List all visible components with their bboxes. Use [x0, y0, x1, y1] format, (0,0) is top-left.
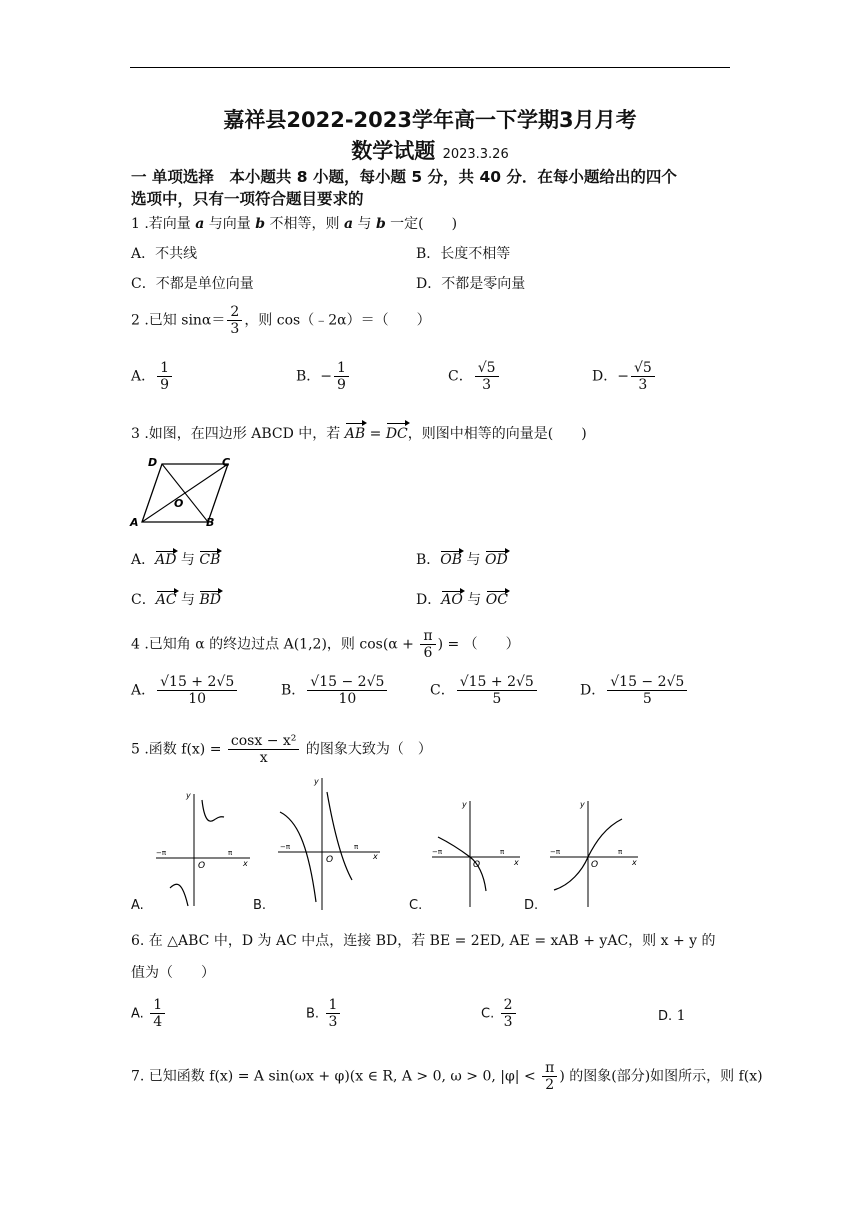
- parallelogram-figure: [128, 452, 238, 532]
- numerator: √5: [631, 360, 655, 377]
- q6-option-c[interactable]: [481, 997, 518, 1030]
- label-o: O: [174, 497, 184, 510]
- numerator: π: [542, 1060, 557, 1077]
- q2-option-b[interactable]: [296, 360, 351, 393]
- denominator: 10: [338, 691, 357, 707]
- x-label: x: [243, 859, 248, 868]
- option-label: B．: [416, 552, 441, 568]
- q4-option-a[interactable]: [131, 674, 239, 707]
- minus-sign: −: [617, 368, 629, 385]
- option-label: B．: [281, 682, 306, 699]
- conjunction: 与: [462, 552, 485, 568]
- numerator: √15 + 2√5: [157, 674, 237, 691]
- option-label: D．: [580, 682, 606, 699]
- graph-option-d[interactable]: [546, 795, 646, 910]
- minus-sign: −: [320, 368, 333, 385]
- q1-text: 一定( ): [385, 216, 458, 232]
- graph-curve: [327, 792, 352, 880]
- option-label: B．: [296, 368, 321, 385]
- denominator: 5: [492, 691, 502, 707]
- option-label: A．: [131, 552, 156, 568]
- x-label: x: [514, 858, 519, 867]
- vector-a: a: [343, 216, 354, 232]
- option-label: C.: [481, 1006, 495, 1022]
- vector: CB: [199, 552, 221, 568]
- fraction: [457, 674, 537, 707]
- numerator: √15 − 2√5: [607, 674, 687, 691]
- q6-option-d[interactable]: [658, 1008, 686, 1024]
- vector: OB: [440, 552, 463, 568]
- denominator: 3: [328, 1014, 338, 1030]
- pi-label: π: [500, 848, 505, 856]
- label-a: A: [130, 516, 139, 529]
- graph-curve: [170, 884, 188, 906]
- diagonal-bd: [162, 464, 208, 522]
- numerator: π: [420, 628, 435, 645]
- q4-option-b[interactable]: [281, 674, 389, 707]
- vector-dc: DC: [385, 426, 408, 442]
- option-label: D．: [592, 368, 618, 385]
- y-label: y: [580, 800, 585, 809]
- denominator: 3: [503, 1014, 513, 1030]
- fraction: [227, 304, 242, 337]
- fraction: [501, 997, 516, 1030]
- q1-text: 1 .若向量: [131, 216, 196, 232]
- numerator: √5: [475, 360, 499, 377]
- denominator: 6: [423, 645, 433, 661]
- option-value: 1: [676, 1008, 686, 1024]
- denominator: 3: [482, 377, 492, 393]
- q2-text: 2 .已知 sinα＝: [131, 312, 226, 329]
- q2-option-c[interactable]: [448, 360, 501, 393]
- q1-text: 与向量: [204, 216, 256, 232]
- option-label: D．: [416, 592, 442, 608]
- question-6-line2: 值为（ ）: [131, 965, 215, 981]
- question-2: [131, 304, 431, 337]
- option-label: C．: [430, 682, 455, 699]
- fraction: [326, 997, 341, 1030]
- fraction: [157, 674, 237, 707]
- vector: OC: [485, 592, 508, 608]
- denominator: 4: [153, 1014, 163, 1030]
- q1-option-d[interactable]: D．不都是零向量: [416, 276, 526, 292]
- graph-option-c[interactable]: [428, 795, 528, 910]
- numerator: 1: [150, 997, 165, 1014]
- section-heading-line1: 一 单项选择 本小题共 8 小题，每小题 5 分，共 40 分．在每小题给出的四个: [131, 168, 677, 186]
- denominator: 3: [638, 377, 648, 393]
- vector: OD: [484, 552, 508, 568]
- numerator: 1: [157, 360, 172, 377]
- origin-label: O: [198, 861, 206, 871]
- fraction: [631, 360, 655, 393]
- q1-text: 与: [353, 216, 376, 232]
- y-label: y: [314, 777, 319, 786]
- q1-text: 不相等，则: [265, 216, 344, 232]
- q7-text: ) 的图象(部分)如图所示，则 f(x): [559, 1068, 763, 1085]
- label-d: D: [148, 456, 158, 469]
- neg-pi-label: −π: [550, 848, 561, 856]
- neg-pi-label: −π: [432, 848, 443, 856]
- q4-option-d[interactable]: [580, 674, 689, 707]
- numerator: cosx − x²: [228, 733, 300, 750]
- fraction: [150, 997, 165, 1030]
- question-6-line1: 6. 在 △ABC 中，D 为 AC 中点，连接 BD，若 BE = 2ED, AE = xAB + yAC，则 x + y 的: [131, 933, 716, 949]
- graph-label-d: D.: [524, 898, 539, 913]
- q1-option-b[interactable]: B．长度不相等: [416, 246, 511, 262]
- fraction: [607, 674, 687, 707]
- option-label: D.: [658, 1009, 673, 1024]
- origin-label: O: [326, 855, 334, 865]
- conjunction: 与: [176, 592, 200, 608]
- vector-b: b: [375, 216, 386, 232]
- q6-option-b[interactable]: [306, 997, 342, 1030]
- label-b: B: [206, 516, 215, 529]
- graph-label-b: B.: [253, 898, 267, 913]
- q3-option-d[interactable]: [416, 589, 508, 609]
- q3-option-b[interactable]: [416, 549, 508, 569]
- fraction: [228, 733, 300, 766]
- numerator: √15 − 2√5: [307, 674, 387, 691]
- option-label: C．: [448, 368, 473, 385]
- denominator: 2: [545, 1077, 555, 1093]
- option-label: A．: [131, 682, 156, 699]
- graph-curve: [280, 812, 316, 902]
- denominator: 3: [230, 321, 240, 337]
- graph-label-a: A.: [131, 898, 144, 913]
- q2-option-d[interactable]: [592, 360, 657, 393]
- numerator: 1: [334, 360, 349, 377]
- numerator: 2: [227, 304, 242, 321]
- option-label: C．: [131, 592, 156, 608]
- pi-label: π: [618, 848, 623, 856]
- q5-text: 5 .函数 f(x) =: [131, 741, 226, 758]
- numerator: √15 + 2√5: [457, 674, 537, 691]
- top-rule: [130, 67, 730, 68]
- vector: AD: [155, 552, 177, 568]
- q6-option-a[interactable]: [131, 997, 167, 1030]
- label-c: C: [222, 456, 231, 469]
- y-label: y: [186, 791, 191, 800]
- origin-label: O: [473, 860, 481, 870]
- vector-ab: AB: [344, 426, 366, 442]
- q1-option-c[interactable]: C．不都是单位向量: [131, 276, 254, 292]
- equals: =: [365, 426, 386, 442]
- vector: BD: [199, 592, 221, 608]
- option-label: A．: [131, 368, 156, 385]
- question-5: [131, 733, 432, 766]
- vector-b: b: [255, 216, 266, 232]
- origin-label: O: [591, 860, 599, 870]
- graph-option-a[interactable]: [150, 788, 260, 910]
- x-label: x: [632, 858, 637, 867]
- fraction: [542, 1060, 557, 1093]
- fraction: [307, 674, 387, 707]
- neg-pi-label: −π: [156, 849, 167, 857]
- q2-option-a[interactable]: [131, 360, 174, 393]
- y-label: y: [462, 800, 467, 809]
- question-7: [131, 1060, 763, 1093]
- numerator: 1: [326, 997, 341, 1014]
- neg-pi-label: −π: [280, 843, 291, 851]
- exam-subtitle: [0, 135, 860, 165]
- vector-a: a: [195, 216, 205, 232]
- section-heading-line2: 选项中，只有一项符合题目要求的: [131, 190, 364, 208]
- pi-label: π: [354, 843, 359, 851]
- conjunction: 与: [176, 552, 200, 568]
- question-4: [131, 628, 520, 661]
- graph-curve: [202, 800, 224, 821]
- option-label: B.: [306, 1006, 320, 1022]
- fraction: [420, 628, 435, 661]
- q2-text: ，则 cos（﹣2α）＝（ ）: [244, 312, 431, 329]
- q3-option-c[interactable]: [131, 589, 221, 609]
- denominator: x: [259, 750, 268, 766]
- graph-label-c: C.: [409, 898, 423, 913]
- question-3: [131, 424, 587, 444]
- vector: AO: [441, 592, 463, 608]
- q3-option-a[interactable]: [131, 549, 220, 569]
- numerator: 2: [501, 997, 516, 1014]
- denominator: 9: [160, 377, 170, 393]
- q3-text: 3 .如图，在四边形 ABCD 中，若: [131, 426, 345, 442]
- q3-text: ，则图中相等的向量是( ): [407, 426, 587, 442]
- denominator: 10: [188, 691, 207, 707]
- x-label: x: [373, 852, 378, 861]
- q4-text: ) = （ ）: [437, 636, 520, 653]
- q1-option-a[interactable]: A．不共线: [131, 246, 198, 262]
- option-label: A.: [131, 1006, 144, 1022]
- exam-date: 2023.3.26: [442, 147, 509, 162]
- q4-text: 4 .已知角 α 的终边过点 A(1,2)，则 cos(α +: [131, 636, 419, 653]
- conjunction: 与: [462, 592, 486, 608]
- vector: AC: [155, 592, 177, 608]
- fraction: [475, 360, 499, 393]
- fraction: [157, 360, 172, 393]
- fraction: [334, 360, 349, 393]
- q7-text: 7. 已知函数 f(x) = A sin(ωx + φ)(x ∈ R, A > 0, ω > 0, |φ| <: [131, 1068, 541, 1085]
- q5-text: 的图象大致为（ ）: [301, 741, 432, 758]
- subject-title: 数学试题: [351, 139, 436, 163]
- question-1: [131, 214, 457, 234]
- pi-label: π: [228, 849, 233, 857]
- denominator: 5: [642, 691, 652, 707]
- graph-option-b[interactable]: [272, 772, 387, 912]
- denominator: 9: [337, 377, 346, 393]
- exam-title: 嘉祥县2022-2023学年高一下学期3月月考: [223, 108, 637, 132]
- q4-option-c[interactable]: [430, 674, 539, 707]
